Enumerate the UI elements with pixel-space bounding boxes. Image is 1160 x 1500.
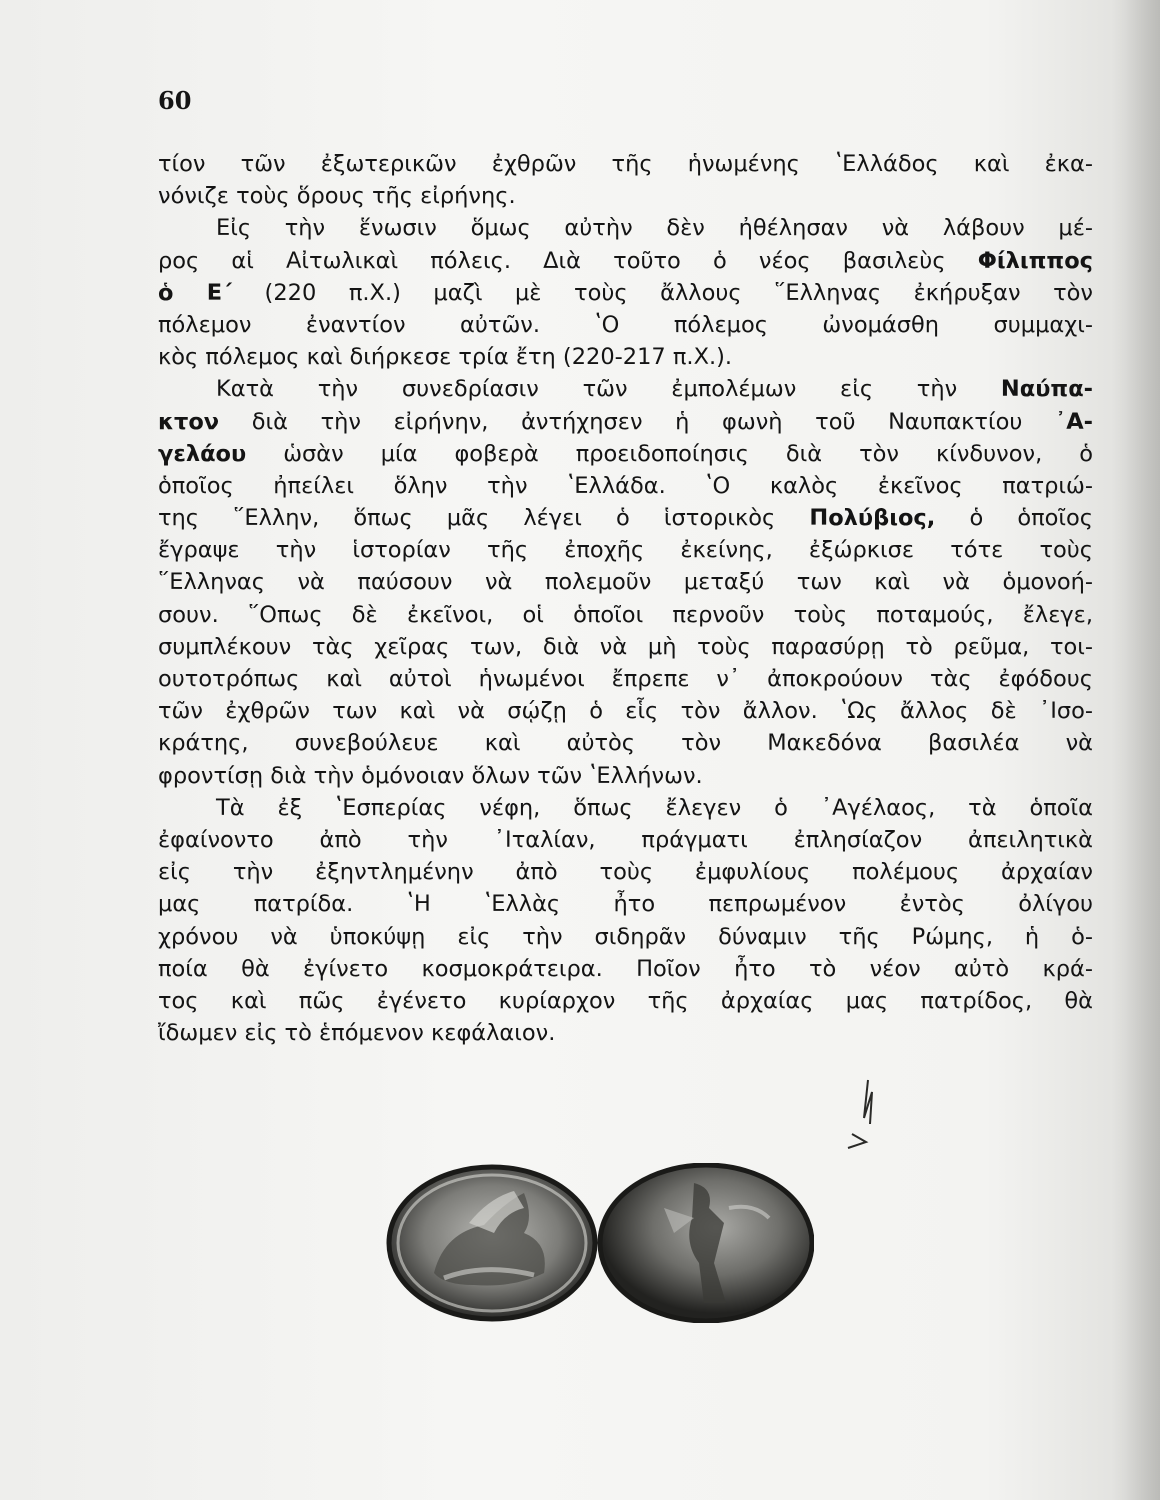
text-line [158, 373, 1093, 405]
body-text [158, 148, 1093, 1049]
text-line [158, 277, 1093, 309]
text-line [158, 245, 1093, 277]
text-segment: Τὰ ἐξ ʽΕσπερίας νέφη, ὅπως ἔλεγεν ὁ ᾿Αγέλαος, τὰ ὁποῖα [216, 794, 1093, 821]
text-line [158, 470, 1093, 502]
text-segment: τίον τῶν ἐξωτερικῶν ἐχθρῶν τῆς ἡνωμένης ʽΕλλάδος καὶ ἐκα- [158, 151, 1093, 177]
pencil-mark [842, 1078, 882, 1150]
text-segment: ἔγραψε τὴν ἱστορίαν τῆς ἐποχῆς ἐκείνης, ἐξώρκισε τότε τοὺς [158, 537, 1093, 564]
text-segment: ὁ ὁποῖος [935, 505, 1094, 532]
text-segment: ῞Ελληνας νὰ παύσουν νὰ πολεμοῦν μεταξύ των καὶ νὰ ὁμονοή- [158, 569, 1093, 596]
text-line [158, 309, 1093, 341]
text-line [158, 888, 1093, 920]
text-segment: χρόνου νὰ ὑποκύψῃ εἰς τὴν σιδηρᾶν δύναμιν τῆς Ρώμης, ἡ ὁ- [158, 923, 1093, 950]
bold-term: Πολύβιος, [809, 505, 936, 532]
text-segment: τος καὶ πῶς ἐγένετο κυρίαρχον τῆς ἀρχαίας μας πατρίδος, θὰ [158, 987, 1093, 1014]
text-segment: νόνιζε τοὺς ὅρους τῆς εἰρήνης. [158, 183, 516, 210]
bold-term: ὁ Ε΄ [158, 279, 232, 306]
text-line [158, 180, 1093, 212]
text-segment: φροντίσῃ διὰ τὴν ὁμόνοιαν ὅλων τῶν ʽΕλλήνων. [158, 762, 703, 789]
text-segment: (220 π.Χ.) μαζὶ μὲ τοὺς ἄλλους ῞Ελληνας ἐκήρυξαν τὸν [232, 279, 1094, 306]
text-segment: συμπλέκουν τὰς χεῖρας των, διὰ νὰ μὴ τοὺς παρασύρῃ τὸ ρεῦμα, τοι- [158, 633, 1093, 660]
text-line [158, 824, 1093, 856]
text-line [158, 341, 1093, 373]
text-segment: πόλεμον ἐναντίον αὐτῶν. ʽΟ πόλεμος ὠνομάσθη συμμαχι- [158, 311, 1093, 338]
text-line [158, 599, 1093, 631]
text-line [158, 921, 1093, 953]
text-line [158, 212, 1093, 244]
coin-obverse [389, 1167, 595, 1319]
text-segment: κὸς πόλεμος καὶ διήρκεσε τρία ἔτη (220-217 π.Χ.). [158, 344, 733, 371]
bold-term: Φίλιππος [977, 247, 1093, 274]
page-gutter-shadow [1112, 0, 1160, 1500]
bold-term: κτον [158, 408, 220, 435]
text-line [158, 985, 1093, 1017]
text-segment: ποία θὰ ἐγίνετο κοσμοκράτειρα. Ποῖον ἦτο τὸ νέον αὐτὸ κρά- [158, 955, 1093, 982]
text-segment: σουν. ῞Οπως δὲ ἐκεῖνοι, οἱ ὁποῖοι περνοῦν τοὺς ποταμούς, ἔλεγε, [158, 601, 1093, 628]
text-segment: ρος αἱ Αἰτωλικαὶ πόλεις. Διὰ τοῦτο ὁ νέος βασιλεὺς [158, 247, 978, 274]
text-segment: ἴδωμεν εἰς τὸ ἑπόμενον κεφάλαιον. [158, 1020, 556, 1047]
text-line [158, 695, 1093, 727]
bold-term: γελάου [158, 440, 247, 467]
text-segment: τῶν ἐχθρῶν των καὶ νὰ σῴζῃ ὁ εἷς τὸν ἄλλον. ʽΩς ἄλλος δὲ ᾿Ισο- [158, 698, 1093, 725]
text-segment: κράτης, συνεβούλευε καὶ αὐτὸς τὸν Μακεδόνα βασιλέα νὰ [158, 730, 1093, 757]
text-line [158, 631, 1093, 663]
text-line [158, 1017, 1093, 1049]
text-line [158, 663, 1093, 695]
text-line [158, 566, 1093, 598]
text-segment: Εἰς τὴν ἕνωσιν ὅμως αὐτὴν δὲν ἠθέλησαν νὰ λάβουν μέ- [216, 215, 1093, 242]
bold-term: ᾿Α- [1054, 408, 1093, 435]
text-line [158, 502, 1093, 534]
text-segment: διὰ τὴν εἰρήνην, ἀντήχησεν ἡ φωνὴ τοῦ Ναυπακτίου [219, 408, 1055, 435]
text-line [158, 148, 1093, 180]
text-line [158, 953, 1093, 985]
text-line [158, 534, 1093, 566]
coin-illustrations [374, 1163, 814, 1323]
text-segment: ουτοτρόπως καὶ αὐτοὶ ἡνωμένοι ἔπρεπε ν᾿ ἀποκρούουν τὰς ἐφόδους [158, 666, 1093, 692]
bold-term: Ναύπα- [1000, 376, 1093, 403]
text-segment: Κατὰ τὴν συνεδρίασιν τῶν ἐμπολέμων εἰς τὴν [216, 376, 1001, 403]
text-segment: μας πατρίδα. ʽΗ ʽΕλλὰς ἦτο πεπρωμένον ἐντὸς ὀλίγου [158, 891, 1093, 918]
text-line [158, 792, 1093, 824]
page-number: 60 [158, 86, 192, 115]
text-segment: εἰς τὴν ἐξηντλημένην ἀπὸ τοὺς ἐμφυλίους πολέμους ἀρχαίαν [158, 859, 1093, 886]
coin-reverse [600, 1165, 812, 1321]
text-segment: της ῞Ελλην, ὅπως μᾶς λέγει ὁ ἱστορικὸς [158, 505, 810, 532]
text-line [158, 760, 1093, 792]
text-segment: ἐφαίνοντο ἀπὸ τὴν ᾿Ιταλίαν, πράγματι ἐπλησίαζον ἀπειλητικὰ [158, 826, 1093, 853]
text-line [158, 856, 1093, 888]
text-segment: ὁποῖος ἠπείλει ὅλην τὴν ʽΕλλάδα. ʽΟ καλὸς ἐκεῖνος πατριώ- [158, 472, 1093, 499]
text-line [158, 406, 1093, 438]
text-segment: ὡσὰν μία φοβερὰ προειδοποίησις διὰ τὸν κίνδυνον, ὁ [246, 440, 1093, 467]
text-line [158, 438, 1093, 470]
text-line [158, 727, 1093, 759]
